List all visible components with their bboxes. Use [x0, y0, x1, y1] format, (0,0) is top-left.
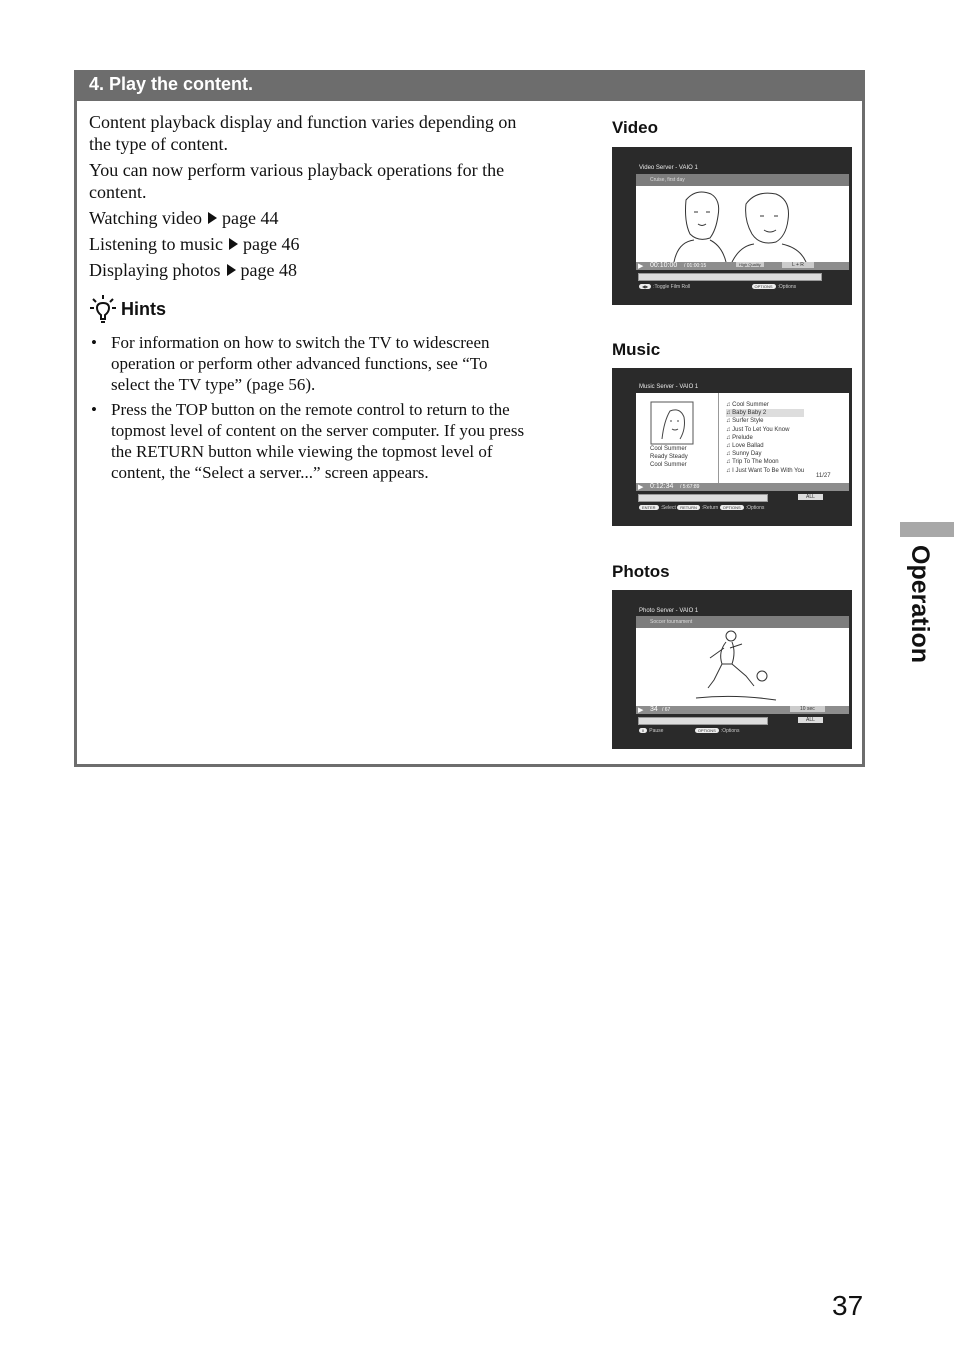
video-footer: ◀▶ :Toggle Film Roll OPTIONS :Options [639, 284, 796, 290]
intro-paragraph-1: Content playback display and function varies depending on the type of content. [89, 112, 517, 154]
photos-status-bar: ▶ 34 / 67 10 sec [636, 706, 849, 714]
photos-item-bar: Soccer tournament [636, 616, 849, 628]
album-info: Cool Summer Ready Steady Cool Summer [650, 446, 688, 468]
video-progress-slider[interactable] [638, 273, 822, 281]
arrow-buttons-icon: ◀▶ [639, 284, 651, 289]
photos-label: Photos [612, 562, 670, 581]
album-art [650, 401, 694, 445]
section-tab-marker [900, 522, 954, 537]
arrow-right-icon [229, 238, 238, 250]
hint-item: • For information on how to switch the TV to widescreen operation or perform other advanced functions, see “To select the TV type” (page 56). [89, 332, 529, 395]
video-item-bar: Cruise, first day [636, 174, 849, 186]
video-status-bar: ▶ 00:10:00 / 01:00:15 High Quality L + R [636, 262, 849, 270]
side-tab-label: Operation [906, 545, 934, 664]
video-label: Video [612, 118, 658, 137]
hint-item: • Press the TOP button on the remote control to return to the topmost level of content on the server computer. If you press the RETURN button while viewing the topmost level of content, the “Select a server...” screen appears. [89, 399, 529, 483]
xref-music: Listening to music page 46 [89, 234, 300, 254]
section-header [74, 70, 865, 101]
photos-progress-slider[interactable] [638, 717, 768, 725]
list-item[interactable]: ♫ Just To Let You Know [726, 426, 790, 433]
photos-footer: II Pause OPTIONS :Options [639, 728, 739, 734]
intro-paragraph-2: You can now perform various playback operations for the content. [89, 160, 505, 202]
pause-icon: II [639, 728, 647, 733]
xref-photos: Displaying photos page 48 [89, 260, 297, 280]
page-number: 37 [832, 1290, 864, 1321]
music-server-title: Music Server - VAIO 1 [639, 384, 699, 390]
list-item[interactable]: ♫ Sunny Day [726, 451, 762, 458]
arrow-right-icon [227, 264, 236, 276]
music-label: Music [612, 340, 661, 359]
music-footer: ENTER :Select RETURN :Return OPTIONS :Options [639, 505, 764, 511]
xref-video: Watching video page 44 [89, 208, 279, 228]
section-title: 4. Play the content. [89, 74, 254, 94]
music-panel [636, 393, 849, 483]
list-item[interactable]: ♫ Surfer Style [726, 418, 764, 425]
intro-text [89, 111, 529, 281]
list-item[interactable]: ♫ Cool Summer [726, 402, 769, 408]
music-status-bar: ▶ 0:12:34 / 5:67:89 [636, 483, 849, 491]
list-item[interactable]: ♫ I Just Want To Be With You [726, 467, 805, 474]
track-counter: 11/27 [816, 473, 831, 479]
track-list [726, 401, 804, 475]
arrow-right-icon [208, 212, 217, 224]
repeat-badge: ALL [798, 494, 823, 500]
hints-heading [89, 294, 166, 324]
hints-list [89, 332, 529, 487]
video-thumbnail [636, 186, 849, 262]
hints-title: Hints [121, 298, 166, 319]
video-server-title: Video Server - VAIO 1 [639, 165, 698, 171]
music-progress-slider[interactable] [638, 494, 768, 502]
repeat-badge: ALL [798, 717, 823, 723]
list-item[interactable]: ♫ Prelude [726, 434, 753, 441]
music-screen [612, 368, 852, 526]
lightbulb-icon [89, 294, 117, 324]
list-item[interactable]: ♫ Trip To The Moon [726, 459, 779, 466]
list-item[interactable]: ♫ Love Ballad [726, 443, 764, 450]
video-screen [612, 147, 852, 305]
photos-screen [612, 590, 852, 749]
photos-server-title: Photo Server - VAIO 1 [639, 608, 699, 614]
list-item[interactable]: ♫ Baby Baby 2 [726, 409, 804, 417]
photo-thumbnail [636, 628, 849, 706]
